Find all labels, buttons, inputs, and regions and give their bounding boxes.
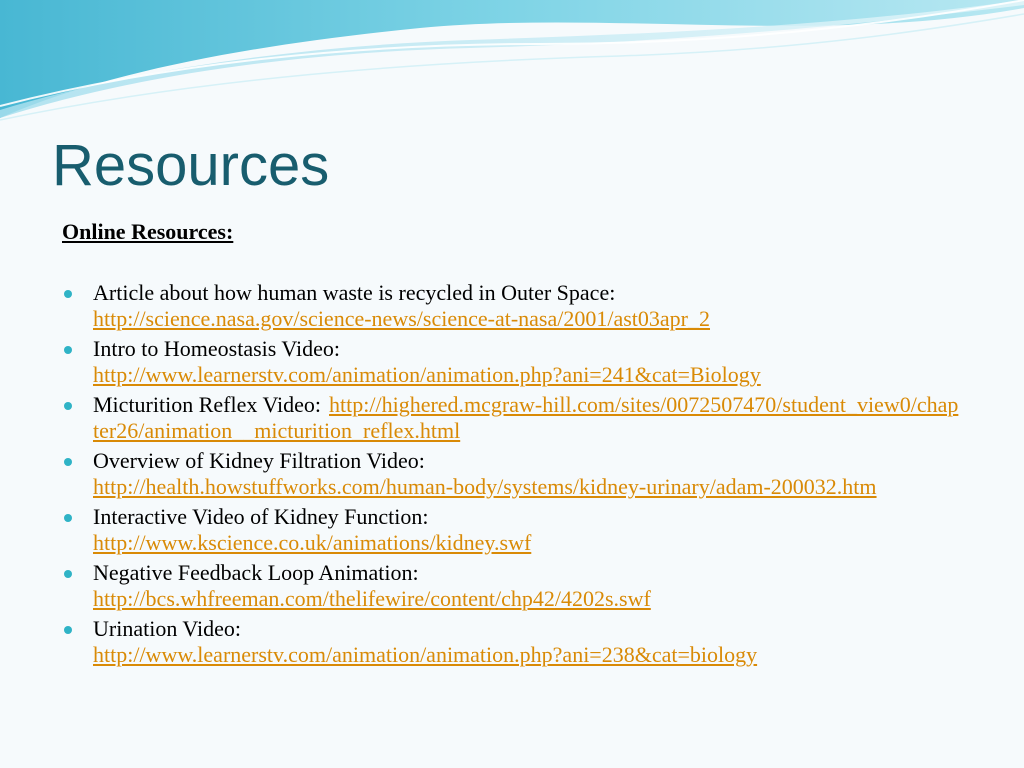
bullet-icon <box>64 458 72 466</box>
list-item <box>62 336 962 388</box>
resource-description: Article about how human waste is recycled in Outer Space: <box>93 280 616 305</box>
resource-link[interactable]: http://highered.mcgraw-hill.com/sites/0072507470/student_view0/chapter26/animation__micturition_reflex.html <box>93 392 959 443</box>
slide-title: Resources <box>52 133 330 198</box>
resource-description: Overview of Kidney Filtration Video: <box>93 448 425 473</box>
bullet-icon <box>64 402 72 410</box>
list-item <box>62 560 962 612</box>
bullet-icon <box>64 290 72 298</box>
resource-description: Intro to Homeostasis Video: <box>93 336 340 361</box>
resource-link[interactable]: http://bcs.whfreeman.com/thelifewire/content/chp42/4202s.swf <box>93 586 651 611</box>
resource-description: Interactive Video of Kidney Function: <box>93 504 429 529</box>
list-item <box>62 392 962 444</box>
section-subtitle: Online Resources: <box>62 219 234 244</box>
resource-description: Urination Video: <box>93 616 241 641</box>
resource-list <box>62 280 962 672</box>
header-wave-decoration <box>0 0 1024 130</box>
resource-description: Micturition Reflex Video: <box>93 392 322 417</box>
bullet-icon <box>64 346 72 354</box>
resource-link[interactable]: http://www.kscience.co.uk/animations/kidney.swf <box>93 530 532 555</box>
list-item <box>62 504 962 556</box>
list-item <box>62 616 962 668</box>
list-item <box>62 448 962 500</box>
resource-link[interactable]: http://health.howstuffworks.com/human-body/systems/kidney-urinary/adam-200032.htm <box>93 474 877 499</box>
resource-description: Negative Feedback Loop Animation: <box>93 560 419 585</box>
resource-link[interactable]: http://science.nasa.gov/science-news/science-at-nasa/2001/ast03apr_2 <box>93 306 710 331</box>
list-item <box>62 280 962 332</box>
resource-link[interactable]: http://www.learnerstv.com/animation/animation.php?ani=238&cat=biology <box>93 642 758 667</box>
bullet-icon <box>64 514 72 522</box>
bullet-icon <box>64 570 72 578</box>
resource-link[interactable]: http://www.learnerstv.com/animation/animation.php?ani=241&cat=Biology <box>93 362 761 387</box>
bullet-icon <box>64 626 72 634</box>
